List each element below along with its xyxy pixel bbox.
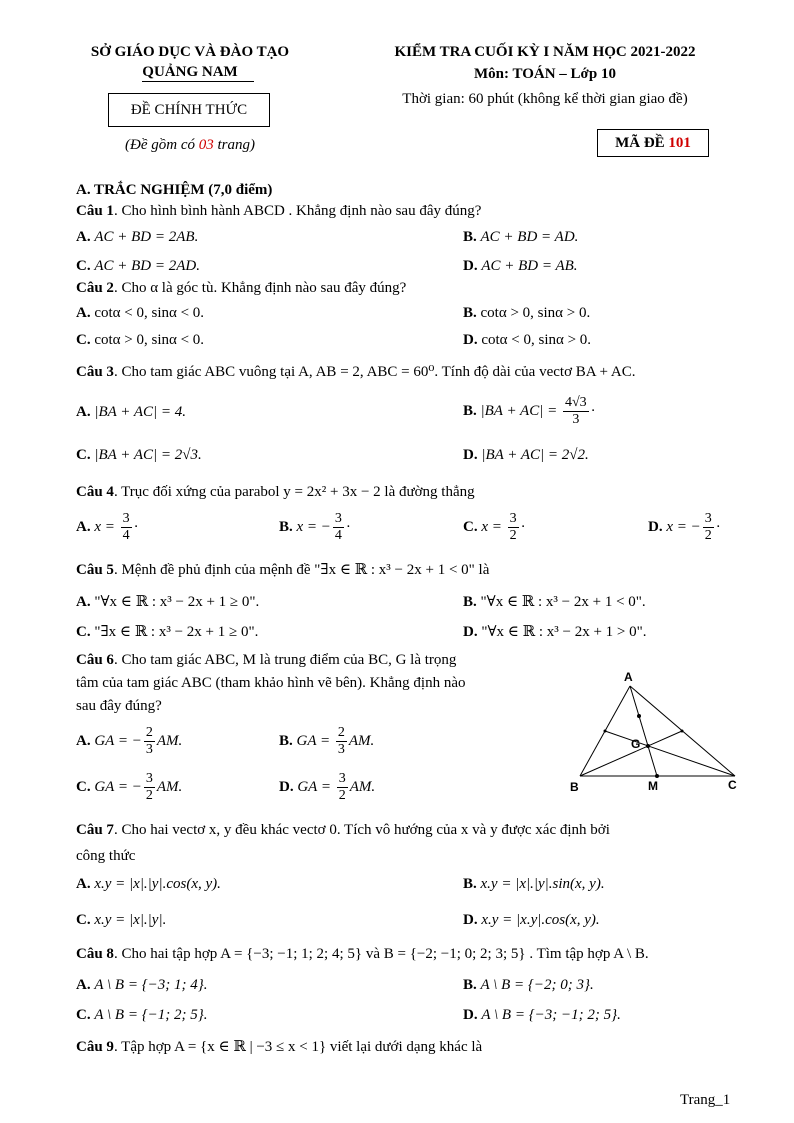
triangle-figure — [560, 668, 750, 798]
header-underline — [142, 81, 254, 82]
question-7-line1: Câu 7. Cho hai vectơ x, y đều khác vectơ 0. Tích vô hướng của x và y được xác định bởi — [76, 822, 610, 838]
pages-note: (Đề gồm có 03 trang) — [125, 137, 255, 153]
department-name: SỞ GIÁO DỤC VÀ ĐÀO TẠO QUẢNG NAM — [90, 44, 290, 80]
q5-option-c[interactable]: C. "∃x ∈ ℝ : x³ − 2x + 1 ≥ 0". — [76, 624, 259, 640]
question-5: Câu 5. Mệnh đề phủ định của mệnh đề "∃x ∈ ℝ : x³ − 2x + 1 < 0" là — [76, 562, 490, 578]
exam-subject: Môn: TOÁN – Lớp 10 — [474, 66, 616, 82]
question-6-line1: Câu 6. Cho tam giác ABC, M là trung điểm của BC, G là trọng — [76, 652, 457, 668]
question-7-line2: công thức — [76, 848, 136, 864]
q3-option-c[interactable]: C. |BA + AC| = 2√3. — [76, 447, 202, 463]
median-c — [605, 731, 735, 776]
section-title: A. TRẮC NGHIỆM (7,0 điểm) — [76, 182, 273, 198]
exam-code-box: MÃ ĐỀ 101 — [597, 129, 709, 157]
q5-option-a[interactable]: A. "∀x ∈ ℝ : x³ − 2x + 1 ≥ 0". — [76, 594, 260, 610]
q6-option-b[interactable]: B. GA = $\frac{2}{3}$ AM. — [279, 725, 375, 758]
question-1: Câu 1. Cho hình bình hành ABCD . Khẳng định nào sau đây đúng? — [76, 203, 482, 219]
q6-option-c[interactable]: C. GA = − $\frac{3}{2}$ AM. — [76, 771, 183, 804]
official-box: ĐỀ CHÍNH THỨC — [108, 93, 270, 127]
label-m: M — [648, 779, 658, 793]
q1-option-c[interactable]: C. AC + BD = 2AD. — [76, 258, 200, 274]
exam-title: KIỂM TRA CUỐI KỲ I NĂM HỌC 2021-2022 — [394, 44, 696, 60]
q2-option-b[interactable]: B. cotα > 0, sinα > 0. — [463, 305, 591, 321]
q2-option-d[interactable]: D. cotα < 0, sinα > 0. — [463, 332, 592, 348]
exam-time: Thời gian: 60 phút (không kể thời gian giao đề) — [402, 91, 688, 107]
question-4: Câu 4. Trục đối xứng của parabol y = 2x² + 3x − 2 là đường thẳng — [76, 484, 475, 500]
q6-option-d[interactable]: D. GA = $\frac{3}{2}$ AM. — [279, 771, 376, 804]
label-g: G — [631, 737, 641, 751]
median-am — [630, 686, 657, 776]
q1-option-b[interactable]: B. AC + BD = AD. — [463, 229, 579, 245]
point-g — [646, 744, 650, 748]
q7-option-a[interactable]: A. x.y = |x|.|y|.cos(x, y). — [76, 876, 221, 892]
q7-option-d[interactable]: D. x.y = |x.y|.cos(x, y). — [463, 912, 600, 928]
page-number: Trang_1 — [680, 1092, 731, 1108]
q4-option-c[interactable]: C. x = $\frac{3}{2}$ · — [463, 511, 526, 544]
question-9: Câu 9. Tập hợp A = {x ∈ ℝ | −3 ≤ x < 1} viết lại dưới dạng khác là — [76, 1039, 483, 1055]
point-m — [655, 774, 659, 778]
question-3: Câu 3. Cho tam giác ABC vuông tại A, AB = 2, ABC = 60⁰. Tính độ dài của vectơ BA + AC. — [76, 364, 636, 380]
q1-option-d[interactable]: D. AC + BD = AB. — [463, 258, 578, 274]
point-i — [637, 714, 641, 718]
label-a: A — [624, 670, 633, 684]
q6-option-a[interactable]: A. GA = − $\frac{2}{3}$ AM. — [76, 725, 183, 758]
q7-option-b[interactable]: B. x.y = |x|.|y|.sin(x, y). — [463, 876, 605, 892]
q8-option-b[interactable]: B. A \ B = {−2; 0; 3}. — [463, 977, 594, 993]
q4-option-a[interactable]: A. x = $\frac{3}{4}$ · — [76, 511, 139, 544]
question-6-line2: tâm của tam giác ABC (tham khảo hình vẽ bên). Khẳng định nào — [76, 675, 466, 691]
q8-option-a[interactable]: A. A \ B = {−3; 1; 4}. — [76, 977, 208, 993]
q8-option-c[interactable]: C. A \ B = {−1; 2; 5}. — [76, 1007, 208, 1023]
point-ab-mid — [604, 730, 607, 733]
q2-option-c[interactable]: C. cotα > 0, sinα < 0. — [76, 332, 205, 348]
point-ac-mid — [681, 730, 684, 733]
q3-option-d[interactable]: D. |BA + AC| = 2√2. — [463, 447, 589, 463]
q4-option-b[interactable]: B. x = − $\frac{3}{4}$ · — [279, 511, 351, 544]
q5-option-b[interactable]: B. "∀x ∈ ℝ : x³ − 2x + 1 < 0". — [463, 594, 646, 610]
question-2: Câu 2. Cho α là góc tù. Khẳng định nào sau đây đúng? — [76, 280, 407, 296]
q2-option-a[interactable]: A. cotα < 0, sinα < 0. — [76, 305, 205, 321]
q5-option-d[interactable]: D. "∀x ∈ ℝ : x³ − 2x + 1 > 0". — [463, 624, 647, 640]
q8-option-d[interactable]: D. A \ B = {−3; −1; 2; 5}. — [463, 1007, 621, 1023]
q3-option-a[interactable]: A. |BA + AC| = 4. — [76, 404, 187, 420]
q3-option-b[interactable]: B. |BA + AC| = $\frac{4√3}{3}$ · — [463, 395, 596, 428]
question-8: Câu 8. Cho hai tập hợp A = {−3; −1; 1; 2; 4; 5} và B = {−2; −1; 0; 2; 3; 5} . Tìm tập hợp A \ B. — [76, 946, 649, 962]
question-6-line3: sau đây đúng? — [76, 698, 162, 714]
q7-option-c[interactable]: C. x.y = |x|.|y|. — [76, 912, 167, 928]
q4-option-d[interactable]: D. x = − $\frac{3}{2}$ · — [648, 511, 721, 544]
label-c: C — [728, 778, 737, 792]
label-b: B — [570, 780, 579, 794]
q1-option-a[interactable]: A. AC + BD = 2AB. — [76, 229, 199, 245]
q3-b-fraction: $\frac{4√3}{3}$ — [564, 395, 587, 428]
